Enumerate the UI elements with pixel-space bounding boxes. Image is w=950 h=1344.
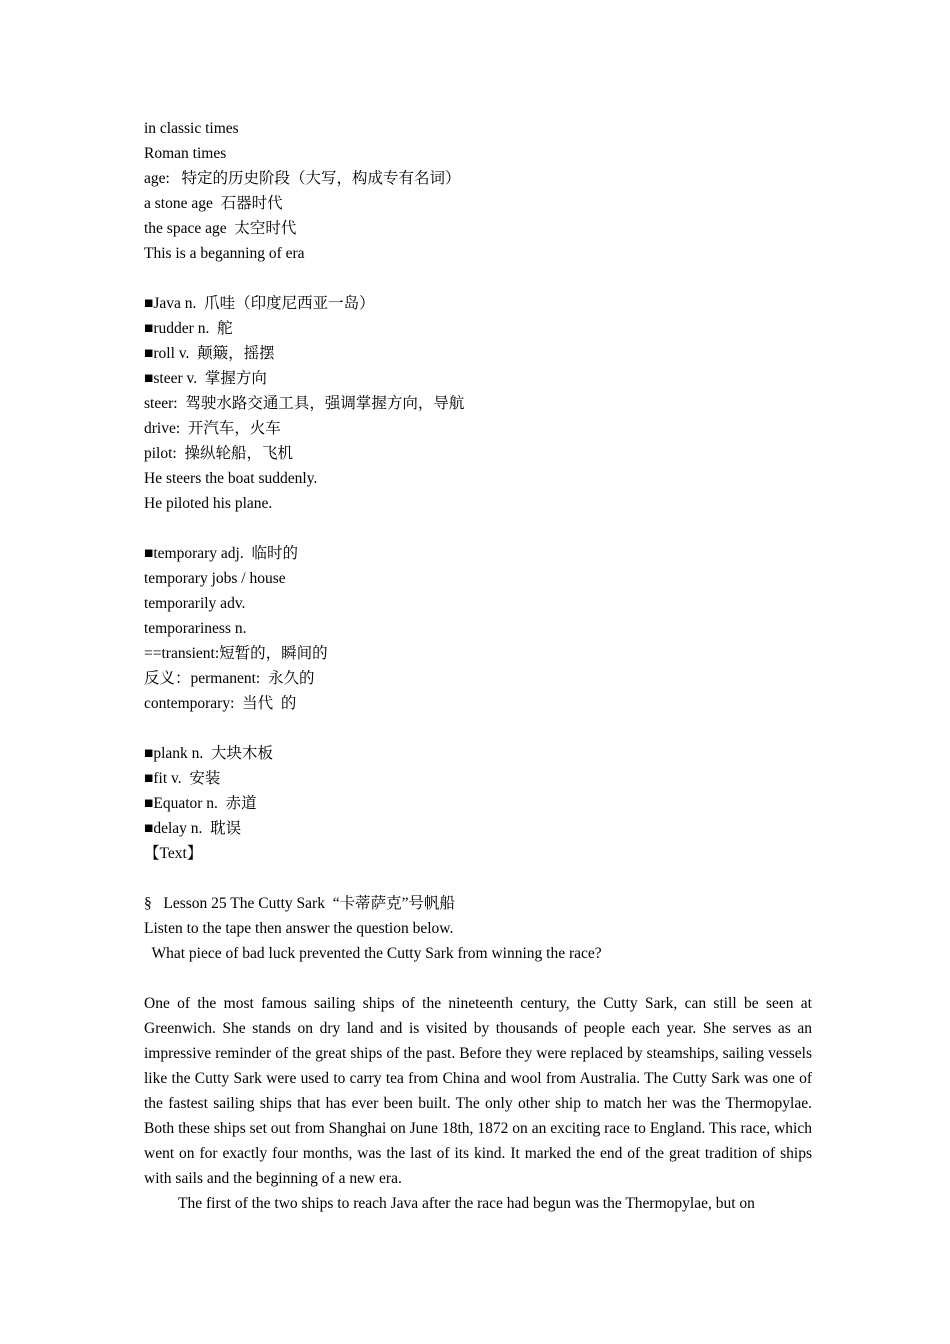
document-page xyxy=(144,116,812,1216)
vocab-note: 反义：permanent: 永久的 xyxy=(144,670,315,687)
example-sentence: He steers the boat suddenly. xyxy=(144,470,318,487)
vocab-entry: ■delay n. 耽误 xyxy=(144,820,242,837)
vocab-note: temporarily adv. xyxy=(144,595,246,612)
vocab-entry: ■plank n. 大块木板 xyxy=(144,745,274,762)
blank-line xyxy=(144,966,812,991)
vocab-note: pilot: 操纵轮船，飞机 xyxy=(144,445,293,462)
vocab-entry: ■Equator n. 赤道 xyxy=(144,795,257,812)
note-line: the space age 太空时代 xyxy=(144,220,297,237)
vocab-entry: ■rudder n. 舵 xyxy=(144,320,233,337)
vocab-entry: ■temporary adj. 临时的 xyxy=(144,545,298,562)
blank-line xyxy=(144,866,812,891)
vocab-entry: ■Java n. 爪哇（印度尼西亚一岛） xyxy=(144,295,375,312)
vocab-note: ==transient:短暂的，瞬间的 xyxy=(144,645,328,662)
lesson-question: What piece of bad luck prevented the Cutty Sark from winning the race? xyxy=(144,945,602,962)
blank-line xyxy=(144,716,812,741)
note-line: age: 特定的历史阶段（大写，构成专有名词） xyxy=(144,170,461,187)
blank-line xyxy=(144,266,812,291)
vocab-note: temporary jobs / house xyxy=(144,570,286,587)
vocab-entry: ■fit v. 安装 xyxy=(144,770,221,787)
blank-line xyxy=(144,516,812,541)
note-line: a stone age 石器时代 xyxy=(144,195,283,212)
note-line: Roman times xyxy=(144,145,227,162)
vocab-note: drive: 开汽车，火车 xyxy=(144,420,281,437)
passage-paragraph: The first of the two ships to reach Java after the race had begun was the Thermopylae, but on xyxy=(178,1195,755,1212)
vocab-entry: ■roll v. 颠簸，摇摆 xyxy=(144,345,275,362)
passage-paragraph: One of the most famous sailing ships of the nineteenth century, the Cutty Sark, can still be seen at Greenwich. She stands on dry land and is visited by thousands of people each year. She serves as an impressive reminder of the great ships of the past. Before they were replaced by steamships, sailing vessels like the Cutty Sark were used to carry tea from China and wool from Australia. The Cutty Sark was one of the fastest sailing ships that has ever been built. The only other ship to match her was the Thermopylae. Both these ships set out from Shanghai on June 18th, 1872 on an exciting race to England. This race, which went on for exactly four months, was the last of its kind. It marked the end of the great tradition of ships with sails and the beginning of a new era. xyxy=(144,995,812,1187)
lesson-title: § Lesson 25 The Cutty Sark “卡蒂萨克”号帆船 xyxy=(144,895,455,912)
example-sentence: He piloted his plane. xyxy=(144,495,273,512)
vocab-note: steer: 驾驶水路交通工具，强调掌握方向，导航 xyxy=(144,395,465,412)
vocab-note: contemporary: 当代 的 xyxy=(144,695,297,712)
vocab-entry: ■steer v. 掌握方向 xyxy=(144,370,267,387)
note-line: This is a beganning of era xyxy=(144,245,305,262)
note-line: in classic times xyxy=(144,120,239,137)
vocab-note: temporariness n. xyxy=(144,620,247,637)
lesson-instruction: Listen to the tape then answer the question below. xyxy=(144,920,454,937)
section-heading: 【Text】 xyxy=(144,845,203,862)
